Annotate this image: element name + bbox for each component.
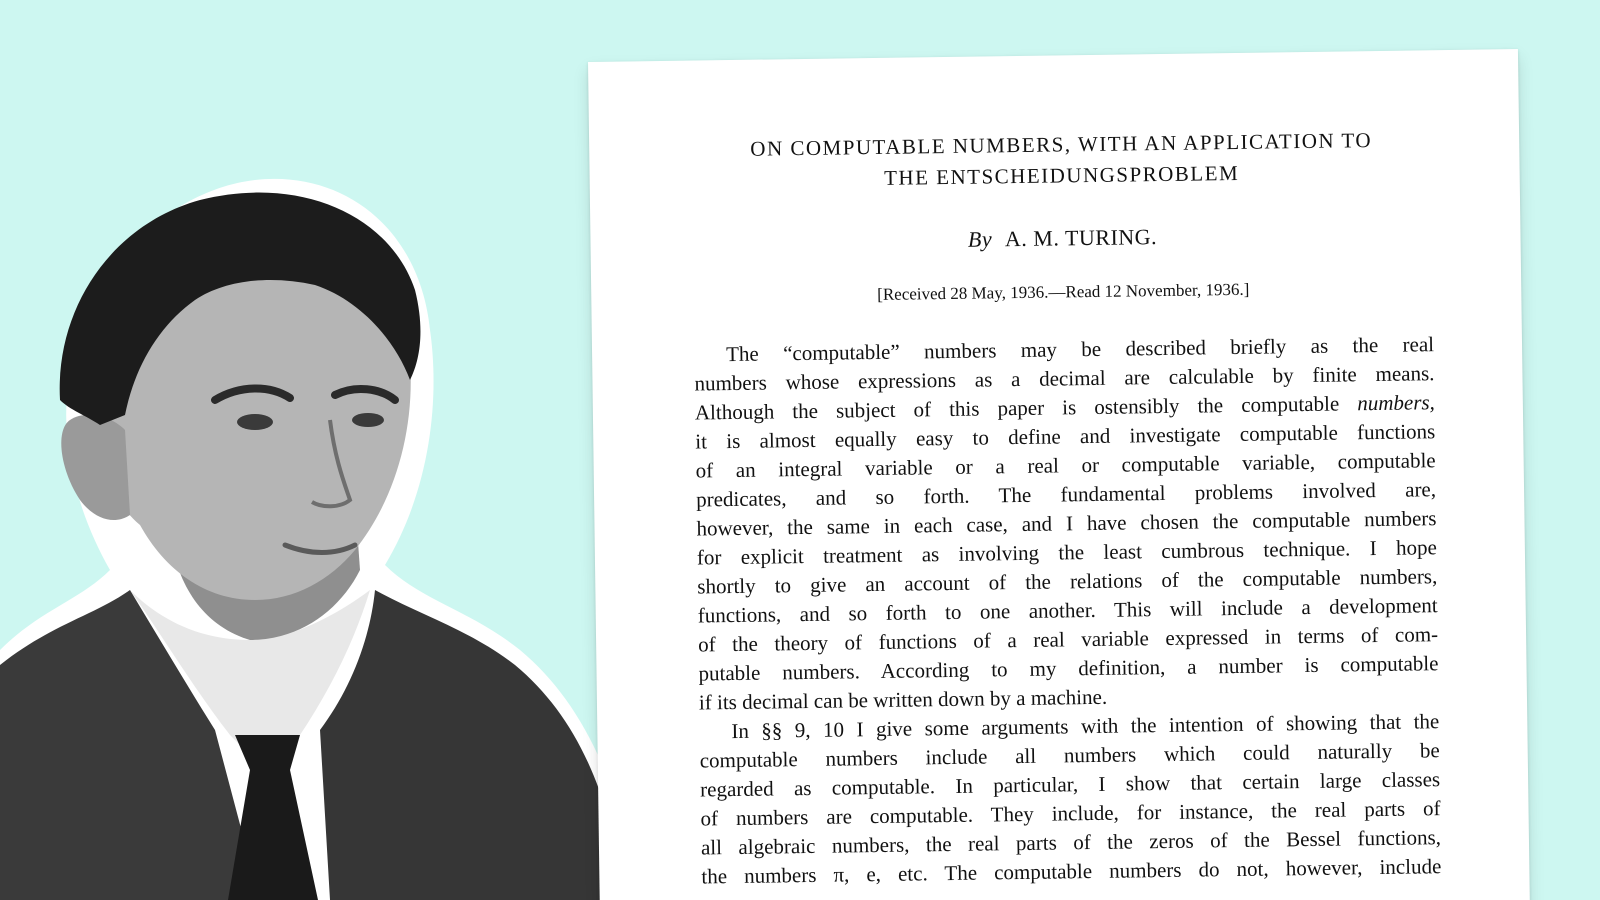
paper-title — [691, 124, 1432, 196]
author-name: A. M. TURING. — [1004, 224, 1158, 252]
body-line: the numbers π, e, etc. The computable numbers do not, however, include — [701, 854, 1442, 889]
received-date: [Received 28 May, 1936.—Read 12 November, 1936.] — [877, 279, 1250, 304]
body-line: functions, and so forth to one another. This will include a development — [697, 593, 1438, 628]
body-line: The “computable” numbers may be described briefly as the real — [725, 332, 1435, 367]
body-line: predicates, and so forth. The fundamental problems involved are, — [695, 477, 1437, 512]
body-line: it is almost equally easy to define and investigate computable functions — [695, 419, 1436, 454]
body-line: of numbers are computable. They include, for instance, the real parts of — [700, 796, 1441, 831]
body-line: In §§ 9, 10 I give some arguments with the intention of showing that the — [731, 709, 1440, 744]
body-line: of the theory of functions of a real variable expressed in terms of com- — [697, 622, 1439, 657]
body-line: regarded as computable. In particular, I show that certain large classes — [700, 767, 1441, 802]
body-line: for explicit treatment as involving the least cumbrous technique. I hope — [696, 535, 1438, 570]
right-eye — [352, 413, 384, 427]
body-line: putable numbers. According to my definition, a number is computable — [698, 651, 1439, 686]
paper-body — [694, 330, 1442, 891]
portrait-illustration — [0, 170, 640, 900]
left-eye — [237, 414, 273, 430]
paper-title-line-2: THE ENTSCHEIDUNGSPROBLEM — [883, 160, 1240, 190]
paper-content — [691, 124, 1441, 891]
body-line: if its decimal can be written down by a machine. — [698, 684, 1108, 715]
author-by: By — [967, 226, 993, 252]
body-line: shortly to give an account of the relations of the computable numbers, — [697, 564, 1438, 599]
paper-title-line-1: ON COMPUTABLE NUMBERS, WITH AN APPLICATION TO — [750, 128, 1373, 161]
body-line: all algebraic numbers, the real parts of the zeros of the Bessel functions, — [700, 825, 1442, 860]
body-line: numbers whose expressions as a decimal are calculable by finite means. — [694, 361, 1435, 396]
ear — [61, 415, 130, 520]
portrait-photo — [0, 170, 640, 900]
body-line: computable numbers include all numbers which could naturally be — [699, 738, 1440, 773]
paper-author — [692, 220, 1432, 256]
body-emphasis: numbers, — [1357, 390, 1436, 416]
paper-page — [588, 49, 1530, 900]
body-line: of an integral variable or a real or computable variable, computable — [695, 448, 1436, 483]
body-line: however, the same in each case, and I have chosen the computable numbers — [696, 506, 1437, 541]
body-line-text: Although the subject of this paper is ostensibly the computable — [694, 391, 1340, 425]
